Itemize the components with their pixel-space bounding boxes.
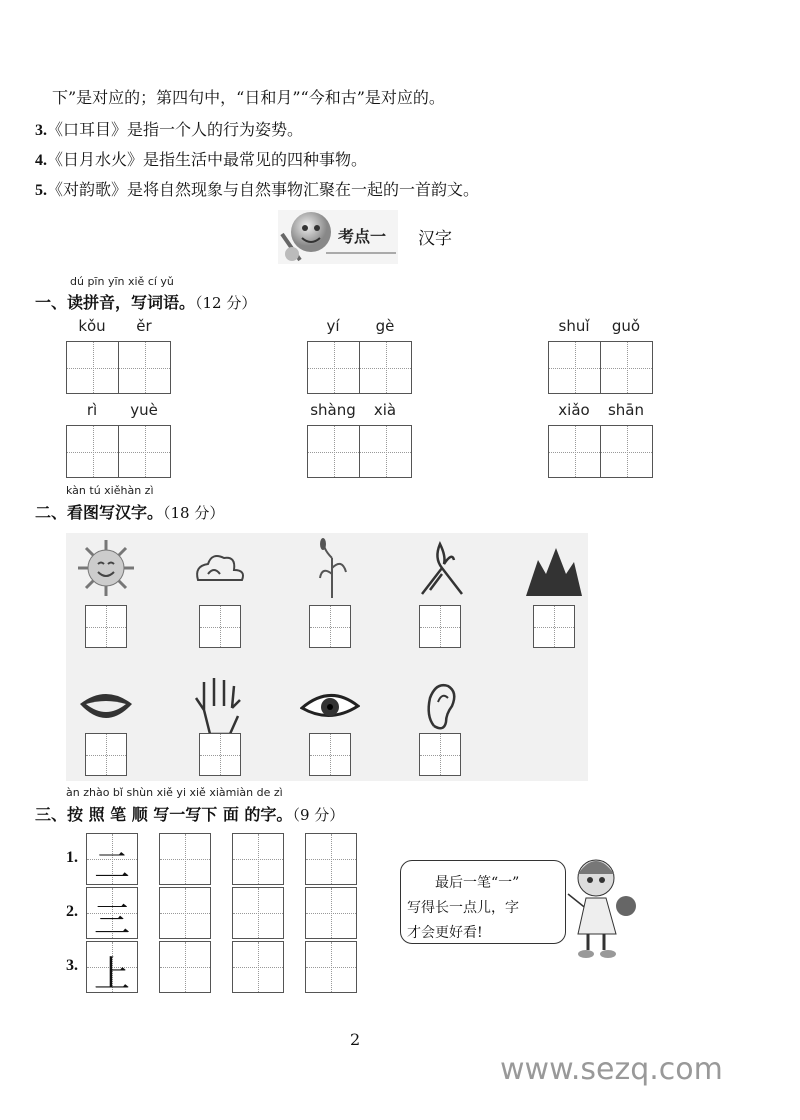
item-number: 5.: [35, 182, 47, 199]
word-pinyin: shuǐ: [558, 317, 590, 335]
intro-line: 下”是对应的；第四句中，“日和月”“今和古”是对应的。: [52, 88, 445, 107]
writing-box[interactable]: [305, 833, 357, 885]
writing-box[interactable]: [600, 425, 653, 478]
writing-box[interactable]: [305, 887, 357, 939]
girl-illustration: [560, 848, 642, 960]
section1-pinyin: dú pīn yīn xiě cí yǔ: [70, 275, 174, 288]
writing-box[interactable]: [232, 887, 284, 939]
fire-icon: [412, 538, 472, 598]
tip-line: 才会更好看!: [407, 925, 483, 941]
sun-icon: [76, 538, 136, 598]
section2-heading: [35, 500, 224, 523]
hand-icon: [190, 676, 250, 736]
cloud-icon: [190, 540, 250, 600]
writing-box[interactable]: [359, 341, 412, 394]
picture-answer-box[interactable]: [419, 605, 461, 648]
heading-text: 三、按 照 笔 顺 写一写下 面 的字。: [35, 805, 293, 824]
score: （9 分）: [292, 806, 345, 824]
picture-answer-box[interactable]: [85, 733, 127, 776]
word-pinyin: yuè: [130, 401, 158, 419]
tip-line: 最后一笔“一”: [407, 875, 520, 891]
model-character: 二: [93, 846, 130, 887]
item-text: 《对韵歌》是将自然现象与自然事物汇聚在一起的一首韵文。: [47, 180, 480, 199]
mouth-icon: [76, 676, 136, 736]
model-character: 上: [93, 954, 130, 995]
word-pinyin: ěr: [136, 317, 152, 335]
word-pinyin: gè: [375, 317, 395, 335]
writing-box[interactable]: [232, 941, 284, 993]
row-number: 1.: [66, 849, 78, 866]
item-text: 《日月水火》是指生活中最常见的四种事物。: [47, 150, 368, 169]
picture-answer-box[interactable]: [199, 733, 241, 776]
writing-box[interactable]: [159, 887, 211, 939]
word-pinyin: rì: [86, 401, 98, 419]
score: （18 分）: [163, 504, 225, 522]
item-number: 3.: [35, 122, 47, 139]
heading-text: 二、看图写汉字。: [35, 503, 164, 522]
section2-pinyin: kàn tú xiěhàn zì: [66, 484, 154, 497]
writing-box[interactable]: [159, 833, 211, 885]
writing-box[interactable]: [159, 941, 211, 993]
page-number: 2: [350, 1030, 361, 1049]
row-number: 3.: [66, 957, 78, 974]
row-number: 2.: [66, 903, 78, 920]
model-char-box: [86, 941, 138, 993]
model-char-box: [86, 887, 138, 939]
intro-item: [35, 117, 303, 140]
section3-pinyin: àn zhào bǐ shùn xiě yi xiě xiàmiàn de zì: [66, 786, 283, 799]
writing-box[interactable]: [548, 425, 601, 478]
section1-heading: [35, 290, 256, 313]
model-char-box: [86, 833, 138, 885]
picture-answer-box[interactable]: [309, 733, 351, 776]
writing-box[interactable]: [118, 425, 171, 478]
section3-heading: [35, 802, 344, 825]
item-text: 《口耳目》是指一个人的行为姿势。: [47, 120, 304, 139]
badge-label: 考点一: [338, 227, 387, 246]
word-pinyin: yí: [326, 317, 340, 335]
ear-icon: [412, 676, 472, 736]
watermark: www.sezq.com: [500, 1052, 723, 1087]
writing-box[interactable]: [548, 341, 601, 394]
writing-box[interactable]: [307, 425, 360, 478]
picture-answer-box[interactable]: [419, 733, 461, 776]
writing-box[interactable]: [66, 341, 119, 394]
writing-box[interactable]: [118, 341, 171, 394]
word-pinyin: xiǎo: [558, 401, 590, 419]
intro-item: [35, 177, 479, 200]
item-number: 4.: [35, 152, 47, 169]
writing-box[interactable]: [232, 833, 284, 885]
writing-box[interactable]: [359, 425, 412, 478]
picture-answer-box[interactable]: [533, 605, 575, 648]
badge-title: 汉字: [418, 229, 452, 249]
writing-box[interactable]: [305, 941, 357, 993]
word-pinyin: shàng: [310, 401, 356, 419]
word-pinyin: xià: [373, 401, 397, 419]
section-badge: [278, 210, 452, 264]
eye-icon: [300, 676, 360, 736]
grain-icon: [302, 538, 362, 598]
picture-answer-box[interactable]: [309, 605, 351, 648]
score: （12 分）: [195, 294, 257, 312]
picture-answer-box[interactable]: [199, 605, 241, 648]
smiley-pencil-icon: [278, 210, 334, 264]
picture-answer-box[interactable]: [85, 605, 127, 648]
model-character: 三: [93, 900, 130, 941]
writing-box[interactable]: [307, 341, 360, 394]
word-pinyin: shān: [607, 401, 645, 419]
mountain-icon: [524, 540, 584, 600]
tip-bubble: [400, 860, 566, 944]
writing-box[interactable]: [600, 341, 653, 394]
badge-underline: [326, 252, 396, 254]
heading-text: 一、读拼音，写词语。: [35, 293, 196, 312]
writing-box[interactable]: [66, 425, 119, 478]
word-pinyin: kǒu: [78, 317, 106, 335]
intro-item: [35, 147, 367, 170]
word-pinyin: guǒ: [611, 317, 641, 335]
tip-line: 写得长一点儿，字: [407, 900, 519, 916]
